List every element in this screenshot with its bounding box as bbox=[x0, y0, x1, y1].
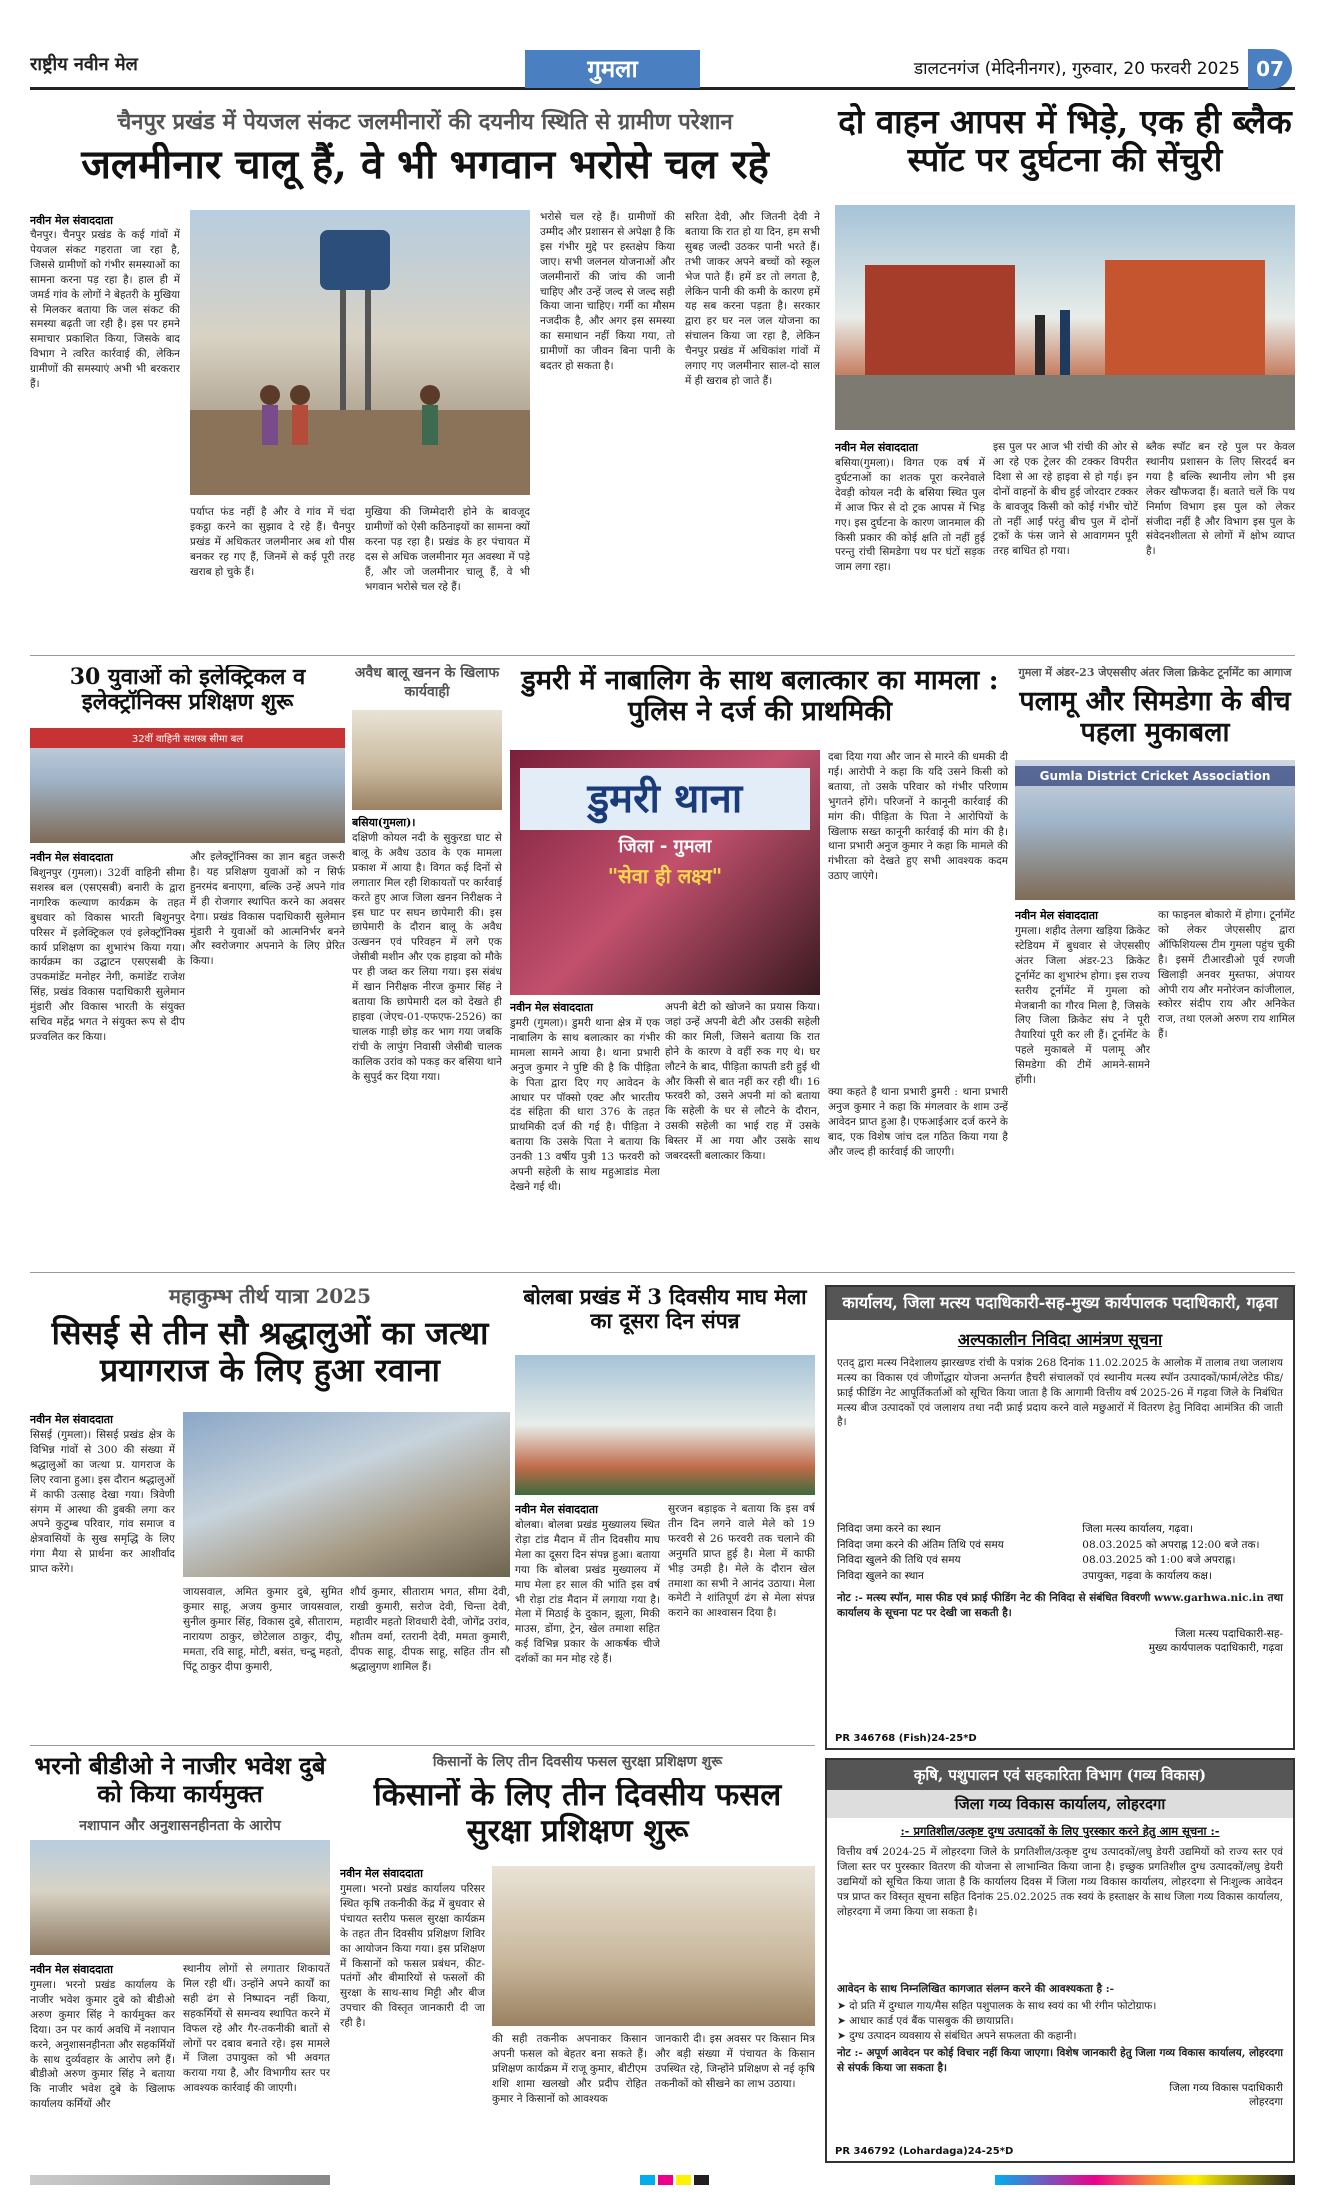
story5-col2: अपनी बेटी को खोजने का प्रयास किया। जहां उन्हें अपनी बेटी और उसकी सहेली की कार मिली, जिसने बताया कि रात होने के कारण वे वहीं रुक गए थे। घर लौटने के बाद, पीड़िता कापती डरी हुई थी और किसी से बात नहीं कर रही थी। 16 फरवरी को, उसने अपनी मां को बताया कि सहेली के घर से लौटने के दौरान, उसकी सहेली का भाई राह में उसके बिस्तर में आ गया और उसके साथ जबरदस्ती बलात्कार किया। bbox=[665, 1001, 820, 1163]
story5-col3: दबा दिया गया और जान से मारने की धमकी दी गई। आरोपी ने कहा कि यदि उसने किसी को बताया, तो उसके परिवार को गंभीर परिणाम भुगतने होंगे। परिजनों ने कानूनी कार्रवाई की मांग की। पीड़िता के पिता ने आरोपियों के खिलाफ सख्त कानूनी कार्रवाई की मांग की है। थाना प्रभारी अनुज कुमार ने कहा कि मामले की गंभीरता को देखते हुए सभी आवश्यक कदम उठाए जाएंगे। bbox=[828, 751, 1008, 883]
story6-headline[interactable]: पलामू और सिमडेगा के बीच पहला मुकाबला bbox=[1019, 686, 1291, 749]
story7-headline[interactable]: सिसई से तीन सौ श्रद्धालुओं का जत्था प्रयागराज के लिए हुआ रवाना bbox=[51, 1315, 489, 1389]
ad2-subtitle: जिला गव्य विकास कार्यालय, लोहरदगा bbox=[827, 1790, 1293, 1818]
ad2-code: PR 346792 (Lohardaga)24-25*D bbox=[835, 2146, 1014, 2157]
story8-byline: नवीन मेल संवाददाता bbox=[515, 1503, 598, 1516]
story3-headline[interactable]: 30 युवाओं को इलेक्ट्रिकल व इलेक्ट्रॉनिक्स प्रशिक्षण शुरू bbox=[69, 665, 306, 716]
divider bbox=[30, 1272, 1295, 1273]
story7-kicker: महाकुम्भ तीर्थ यात्रा 2025 bbox=[168, 1284, 372, 1308]
story1-col5: सरिता देवी, और जितनी देवी ने बताया कि रात हो या दिन, हम सभी सुबह जल्दी उठकर पानी भरते हैं। तभी जाकर अपने बच्चों को स्कूल भेज पाते हैं। हमें डर तो लगता है, लेकिन पानी की कमी के कारण हमें यह सब करना पड़ता है। सरकार द्वारा हर घर नल जल योजना का संचालन किया जा रहा है, लेकिन चैनपुर प्रखंड में अधिकांश गांवों में लगाए गए जलमीनार साल-दो साल में ही खराब हो जाते हैं। bbox=[685, 211, 820, 387]
story1-photo-water-tank bbox=[190, 210, 530, 495]
story4-byline: बसिया(गुमला)। bbox=[352, 816, 416, 829]
story2-col1: बसिया(गुमला)। विगत एक वर्ष में दुर्घटनाओं का शतक पूरा करनेवाले देवड़ी कोयल नदी के बसिया स्थित पुल में आज फिर से दो ट्रक आपस में भिड़ गए। इस दुर्घटना के कारण जानमाल की किसी प्रकार की कोई क्षति तो नहीं हुई परन्तु रांची सिमडेगा पथ पर घंटों सड़क जाम लगा रहा। bbox=[835, 457, 985, 574]
divider bbox=[30, 1745, 815, 1746]
story3-banner: 32वीं वाहिनी सशस्त्र सीमा बल bbox=[30, 728, 345, 748]
ad1-row bbox=[837, 1522, 1283, 1538]
ad1-signature-2: मुख्य कार्यपालक पदाधिकारी, गढ़वा bbox=[1148, 1641, 1283, 1654]
ad1-row-label: निविदा जमा करने का स्थान bbox=[837, 1522, 941, 1535]
story6-photo-stadium bbox=[1015, 760, 1295, 900]
ad2-signature-1: जिला गव्य विकास पदाधिकारी bbox=[1169, 2082, 1283, 2095]
ad1-row-label: निविदा जमा करने की अंतिम तिथि एवं समय bbox=[837, 1538, 1004, 1551]
story8-headline[interactable]: बोलबा प्रखंड में 3 दिवसीय माघ मेला का दूसरा दिन संपन्न bbox=[523, 1285, 807, 1334]
police-motto-label: "सेवा ही लक्ष्य" bbox=[607, 864, 723, 888]
ad1-row-label: निविदा खुलने का स्थान bbox=[837, 1570, 924, 1583]
ad2-note: नोट :- अपूर्ण आवेदन पर कोई विचार नहीं किया जाएगा। विशेष जानकारी हेतु जिला गव्य विकास कार्यालय, लोहरदगा से संपर्क किया जा सकता है। bbox=[837, 2046, 1283, 2074]
newspaper-brand[interactable]: राष्ट्रीय नवीन मेल bbox=[30, 54, 138, 75]
story4-photo-sand-mining bbox=[352, 710, 502, 810]
section-label[interactable]: गुमला bbox=[525, 50, 700, 88]
story8-col2: सुरजन बड़ाइक ने बताया कि इस वर्ष तीन दिन लगने वाले मेले को 19 फरवरी से 26 फरवरी तक चलाने की अनुमति प्राप्त हुई है। मेला में काफी भीड़ उमड़ी है। मेले के दौरान खेल तमाशा का सभी ने आनंद उठाया। मेला कमेटी ने शांतिपूर्ण ढंग से मेला संपन्न कराने का आश्वासन दिया है। bbox=[668, 1503, 815, 1620]
story5-col4: क्या कहते है थाना प्रभारी डुमरी : थाना प्रभारी अनुज कुमार ने कहा कि मंगलवार के शाम उन्हें आवेदन प्राप्त हुआ है। एफआईआर दर्ज करने के बाद, एक विशेष जांच दल गठित किया गया है और जल्द ही कार्रवाई की जाएगी। bbox=[828, 1086, 1008, 1158]
page-number: 07 bbox=[1248, 49, 1292, 89]
story7-col3: शौर्य कुमार, सीताराम भगत, सीमा देवी, राखी कुमारी, सरोज देवी, चिन्ता देवी, महावीर महतो शिवधारी देवी, जोगेंद्र उरांव, शौतम वर्मा, रतरानी देवी, ममता कुमारी, दीपक साहू, दीपक साहू, सहित तीन सौ श्रद्धालुगण शामिल हैं। bbox=[350, 1586, 510, 1673]
story1-byline: नवीन मेल संवाददाता bbox=[30, 214, 113, 227]
dateline: डालटनगंज (मेदिनीनगर), गुरुवार, 20 फरवरी 2025 bbox=[913, 59, 1240, 79]
story3-photo-training bbox=[30, 728, 345, 843]
story1-col1: चैनपुर। चैनपुर प्रखंड के कई गांवों में पेयजल संकट गहराता जा रहा है, जिससे ग्रामीणों को गंभीर समस्याओं का सामना करना पड़ रहा है। हाल ही में जमर्ड गांव के लोगों ने बेहतरी के मुखिया से मिलकर बताया कि जल संकट की समस्या बढ़ती जा रही है। इस पर हमने समाचार प्रकाशित किया, जिसके बाद विभाग ने त्वरित कार्रवाई की, लेकिन ग्रामीणों की समस्याएं अभी भी बरकरार हैं। bbox=[30, 229, 180, 391]
ad2-list-item-text: आधार कार्ड एवं बैंक पासबुक की छायाप्रति। bbox=[849, 2014, 1014, 2027]
story7-byline: नवीन मेल संवाददाता bbox=[30, 1413, 113, 1426]
story1-col3: मुखिया की जिम्मेदारी होने के बावजूद ग्रामीणों को ऐसी कठिनाइयों का सामना क्यों करना पड़ रहा है। प्रखंड के हर पंचायत में दस से अधिक जलमीनार मृत अवस्था में पड़े हैं, और जो जलमीनार चालू हैं, वे भी भगवान भरोसे चल रहे हैं। bbox=[365, 506, 530, 593]
story2-byline: नवीन मेल संवाददाता bbox=[835, 441, 918, 454]
story10-photo-farmers bbox=[492, 1866, 815, 2026]
story1-headline[interactable]: जलमीनार चालू हैं, वे भी भगवान भरोसे चल रहे bbox=[81, 142, 769, 188]
story5-byline: नवीन मेल संवाददाता bbox=[510, 1001, 593, 1014]
ad1-schedule bbox=[827, 1516, 1293, 1591]
story7-col2: जायसवाल, अमित कुमार दुबे, सुमित कुमार साहू, अजय कुमार जायसवाल, सुनील कुमार सिंह, विकास दुबे, सीताराम, नारायण ठाकुर, छोटेलाल ठाकुर, दीपू, ममता, रवि साहू, मोटी, बसंत, चन्द्रु महतो, पिंटू ठाकुर दीपा कुमारी, bbox=[183, 1586, 343, 1673]
story9-photo-office bbox=[30, 1840, 330, 1955]
ad2-list-item: ➤ दो प्रति में दुग्धाल गाय/मैस सहित पशुपालक के साथ स्वयं का भी रंगीन फोटोग्राफ। bbox=[837, 1999, 1157, 2012]
story8-photo-fair bbox=[515, 1355, 815, 1495]
story1-col2: पर्याप्त फंड नहीं है और वे गांव में चंदा इकट्ठा करने का सुझाव दे रहे हैं। चैनपुर प्रखंड में अधिकतर जलमीनार अब शो पीस बनकर रह गए हैं, जिनमें से कई पूरी तरह खराब हो चुके हैं। bbox=[190, 506, 355, 578]
story9-byline: नवीन मेल संवाददाता bbox=[30, 1963, 113, 1976]
ad1-subtitle: अल्पकालीन निविदा आमंत्रण सूचना bbox=[957, 1329, 1163, 1349]
story1-kicker: चैनपुर प्रखंड में पेयजल संकट जलमीनारों की दयनीय स्थिति से ग्रामीण परेशान bbox=[117, 109, 733, 135]
trucks-illustration bbox=[835, 205, 1295, 430]
ad1-row bbox=[837, 1553, 1283, 1569]
story10-byline: नवीन मेल संवाददाता bbox=[340, 1867, 423, 1880]
ad2-list-item-text: दुग्ध उत्पादन व्यवसाय से संबंधित अपने सफलता की कहानी। bbox=[849, 2029, 1077, 2042]
story10-headline[interactable]: किसानों के लिए तीन दिवसीय फसल सुरक्षा प्रशिक्षण शुरू bbox=[373, 1778, 782, 1849]
story1-col4: भरोसे चल रहे हैं। ग्रामीणों की उम्मीद और प्रशासन से अपेक्षा है कि इस गंभीर मुद्दे पर हस्तक्षेप किया जाए। सभी जलनल योजनाओं और जलमीनारों की जांच की जानी चाहिए और उन्हें जल्द से जल्द सही किया जाना चाहिए। गर्मी का मौसम नजदीक है, और अगर इस समस्या का समाधान नहीं किया गया, तो ग्रामीणों का जीवन बिना पानी के बदतर हो सकता है। bbox=[540, 211, 675, 373]
footer-color-bar bbox=[30, 2175, 1295, 2185]
fisheries-tender-notice[interactable] bbox=[825, 1285, 1295, 1750]
story9-col2: स्थानीय लोगों से लगातार शिकायतें मिल रही थीं। उन्होंने अपने कार्यों का सही ढंग से निष्पादन नहीं किया, सहकर्मियों से समन्वय स्थापित करने में विफल रहे और गैर-तकनीकी बातों से लोगों पर दबाव बनाते रहे। इस मामले में जिला उपायुक्त को भी अवगत कराया गया है, और विभागीय स्तर पर आवश्यक कार्रवाई की जाएगी। bbox=[183, 1963, 330, 2095]
ad1-signature-1: जिला मत्स्य पदाधिकारी-सह- bbox=[1175, 1627, 1283, 1640]
ad1-row bbox=[837, 1569, 1283, 1585]
ad1-row-value: उपायुक्त, गढ़वा के कार्यालय कक्ष। bbox=[1082, 1570, 1212, 1583]
story9-col1: गुमला। भरनो प्रखंड कार्यालय के नाजीर भवेश कुमार दुबे को बीडीओ अरुण कुमार सिंह ने कार्यमुक्त कर दिया। उन पर कार्य अवधि में नशापान करने, अनुशासनहीनता और सहकर्मियों के साथ दुर्व्यवहार के आरोप लगे हैं। बीडीओ अरुण कुमार सिंह ने बताया कि नाजीर भवेश दुबे के खिलाफ कार्यालय कर्मियों और bbox=[30, 1979, 175, 2111]
ad2-list-item-text: दो प्रति में दुग्धाल गाय/मैस सहित पशुपालक के साथ स्वयं का भी रंगीन फोटोग्राफ। bbox=[849, 1999, 1157, 2012]
story6-byline: नवीन मेल संवाददाता bbox=[1015, 909, 1098, 922]
ad2-list bbox=[827, 1999, 1293, 2044]
story4-kicker[interactable]: अवैध बालू खनन के खिलाफ कार्यवाही bbox=[354, 665, 500, 700]
ad1-note: नोट :- मत्स्य स्पॉन, मास फीड एवं फ्राई फीडिंग नेट की निविदा से संबंधित विवरणी www.garhwa.nic.in तथा कार्यालय के सूचना पट पर देखी जा सकती है। bbox=[837, 1591, 1283, 1619]
story10-kicker: किसानों के लिए तीन दिवसीय फसल सुरक्षा प्रशिक्षण शुरू bbox=[432, 1754, 723, 1770]
ad1-row-value: 08.03.2025 को अपराह्न 12:00 बजे तक। bbox=[1082, 1538, 1260, 1551]
story5-photo-police-station bbox=[510, 750, 820, 995]
story9-headline[interactable]: भरनो बीडीओ ने नाजीर भवेश दुबे को किया कार्यमुक्त bbox=[34, 1752, 326, 1808]
ad2-list-item: ➤ आधार कार्ड एवं बैंक पासबुक की छायाप्रति। bbox=[837, 2014, 1014, 2027]
story2-photo-truck-accident bbox=[835, 205, 1295, 430]
ad1-row-value: जिला मत्स्य कार्यालय, गढ़वा। bbox=[1082, 1522, 1193, 1535]
stadium-sign: Gumla District Cricket Association bbox=[1015, 766, 1295, 786]
story8-col1: बोलबा। बोलबा प्रखंड मुख्यालय स्थित रोड़ा टांड मैदान में तीन दिवसीय माघ मेला का दूसरा दिन संपन्न हुआ। बताया गया कि बोलबा प्रखंड मुख्यालय में माघ मेला हर साल की भांति इस वर्ष भी रोड़ा टांड मैदान में लगाया गया है। मेला में मिठाई के दुकान, झूला, मिकी माउस, डोंगा, ट्रेन, खेल तमाशा सहित कई विभिन्न प्रकार के आकर्षक चीजे दर्शकों का मन मोह रहे हैं। bbox=[515, 1519, 660, 1666]
water-tank-illustration bbox=[190, 210, 530, 495]
story5-col1: डुमरी (गुमला)। डुमरी थाना क्षेत्र में एक नाबालिग के साथ बलात्कार का गंभीर मामला सामने आया है। थाना प्रभारी अनुज कुमार ने पुष्टि की है कि पीड़िता के पिता द्वारा दिए गए आवेदन के आधार पर पॉक्सो एक्ट और भारतीय दंड संहिता की धारा 376 के तहत प्राथमिकी दर्ज की गई है। पीड़िता ने बताया कि उसके पिता ने बताया कि उनकी 13 वर्षीय पुत्री 13 फरवरी को अपनी सहेली के साथ महुआडांड मेला देखने गई थी। bbox=[510, 1017, 660, 1193]
story6-col1: गुमला। शहीद तेलगा खड़िया क्रिकेट स्टेडियम में बुधवार से जेएससीए अंतर जिला अंडर-23 क्रिकेट टूर्नामेंट का शुभारंभ होगा। इस राज्य स्तरीय टूर्नामेंट में गुमला को मेजबानी का गौरव मिला है, जिसके लिए जिला क्रिकेट संघ ने पूरी तैयारियां पूरी कर ली हैं। टूर्नामेंट के पहले मुकाबले में पलामू और सिमडेगा की टीमें आमने-सामने होंगी। bbox=[1015, 925, 1150, 1087]
story3-col2: और इलेक्ट्रॉनिक्स का ज्ञान बहुत जरूरी है। यह प्रशिक्षण युवाओं को न सिर्फ हुनरमंद बनाएगा, बल्कि उन्हें अपने गांव में ही रोजगार स्थापित करने का अवसर देगा। प्रखंड विकास पदाधिकारी सुलेमान मुंडारी ने युवाओं को आत्मनिर्भर बनने और स्वरोजगार अपनाने के लिए प्रेरित किया। bbox=[190, 851, 345, 968]
story3-col1: बिशुनपुर (गुमला)। 32वीं वाहिनी सीमा सशस्त्र बल (एसएसबी) बनारी के द्वारा नागरिक कल्याण कार्यक्रम के तहत बुधवार को विकास भारती बिशुनपुर परिसर में इलेक्ट्रिकल एवं इलेक्ट्रॉनिक्स कार्य प्रशिक्षण का शुभारंभ किया गया। कार्यक्रम का उद्घाटन एसएसबी के उपकमांडेंट मनोहर नेगी, कमांडेंट राजेश सिंह, प्रखंड विकास पदाधिकारी सुलेमान मुंडारी और विकास भारती के संयुक्त सचिव महेंद्र भगत ने संयुक्त रूप से दीप प्रज्वलित कर किया। bbox=[30, 867, 185, 1043]
police-station-sign: डुमरी थाना bbox=[520, 768, 810, 830]
ad2-list-item: ➤ दुग्ध उत्पादन व्यवसाय से संबंधित अपने सफलता की कहानी। bbox=[837, 2029, 1077, 2042]
ad1-row-value: 08.03.2025 को 1:00 बजे अपराह्न। bbox=[1082, 1554, 1236, 1567]
story4-text: दक्षिणी कोयल नदी के सुकुरडा घाट से बालू के अवैध उठाव के एक मामला प्रकाश में आया है। विगत कई दिनों से लगातार मिल रही शिकायतों पर कार्रवाई करते हुए आज जिला खनन निरीक्षक ने इस घाट पर सघन छापेमारी की। इस छापेमारी के दौरान बालू के अवैध उत्खनन एवं परिवहन में लगे एक जेसीबी मशीन और एक हाइवा को मौके पर ही जब्त कर लिया गया। इस संबंध में खान निरीक्षक नीरज कुमार सिंह ने बताया कि छापेमारी दल को देखते ही हाइवा (जेएच-01-एफएफ-2526) का चालक गाड़ी छोड़ कर भाग गया जबकि रांची के लापुंग निवासी जेसीबी चालक कालिक उरांव को पकड़ कर बसिया थाने के सुपुर्द कर दिया गया। bbox=[352, 832, 502, 1083]
ad2-body: वित्तीय वर्ष 2024-25 में लोहरदगा जिले के प्रगतिशील/उत्कृष्ट दुग्ध उत्पादकों/लघु डेयरी उद्यमियों को राज्य स्तर एवं जिला स्तर पर पुरस्कार वितरण की योजना से लाभान्वित किया जाना है। इच्छुक प्रगतिशील दुग्ध उत्पादकों/लघु डेयरी उद्यमियों को सूचित किया जाता है कि कार्यालय दिवस में जिला गव्य विकास कार्यालय, लोहरदगा से निःशुल्क आवेदन पत्र प्राप्त कर विस्तृत सूचना सहित दिनांक 25.02.2025 तक स्वयं के हस्ताक्षर के साथ जिला गव्य विकास कार्यालय, लोहरदगा में जमा किया जा सकता है। bbox=[837, 1846, 1283, 1918]
ad1-title: कार्यालय, जिला मत्स्य पदाधिकारी-सह-मुख्य कार्यपालक पदाधिकारी, गढ़वा bbox=[827, 1287, 1293, 1320]
dairy-award-notice[interactable] bbox=[825, 1758, 1295, 2163]
ad1-row-label: निविदा खुलने की तिथि एवं समय bbox=[837, 1554, 961, 1567]
ad1-row bbox=[837, 1538, 1283, 1554]
story10-col1: गुमला। भरनो प्रखंड कार्यालय परिसर स्थित कृषि तकनीकी केंद्र में बुधवार से पंचायत स्तरीय फसल सुरक्षा कार्यक्रम के तहत तीन दिवसीय प्रशिक्षण शिविर का आयोजन किया गया। इस प्रशिक्षण में किसानों को फसल प्रबंधन, कीट-पतंगों और बीमारियों से फसलों की सुरक्षा के साथ-साथ मिट्टी और बीज उपचार की विस्तृत जानकारी दी जा रही है। bbox=[340, 1883, 485, 2030]
police-district-label: जिला - गुमला bbox=[618, 836, 712, 857]
ad2-signature-2: लोहरदगा bbox=[1249, 2096, 1283, 2109]
story2-headline[interactable]: दो वाहन आपस में भिड़े, एक ही ब्लैक स्पॉट पर दुर्घटना की सेंचुरी bbox=[838, 103, 1292, 179]
divider bbox=[30, 655, 1295, 656]
story7-col1: सिसई (गुमला)। सिसई प्रखंड क्षेत्र के विभिन्न गांवों से 300 की संख्या में श्रद्धालुओं का जत्था प्र. यागराज के लिए रवाना हुआ। इस दौरान श्रद्धालुओं में काफी उत्साह देखा गया। त्रिवेणी संगम में आस्था की डुबकी लगा कर अपने कुटुम्ब परिवार, गांव समाज व क्षेत्रवासियों के सुख समृद्धि के लिए गंगा मैया से प्रार्थना कर आशीर्वाद प्राप्त करेंगे। bbox=[30, 1429, 175, 1576]
story2-col2: इस पुल पर आज भी रांची की ओर से आ रहे एक ट्रेलर की टक्कर विपरीत दिशा से आ रहे हाइवा से हो गई। इन दोनों वाहनों के बीच हुई जोरदार टक्कर के बावजूद किसी को कोई गंभीर चोटें तो नहीं आईं परंतु बीच पुल में दोनों ट्रकों के फंस जाने से आवागमन पूरी तरह बाधित हो गया। bbox=[993, 441, 1138, 558]
ad1-code: PR 346768 (Fish)24-25*D bbox=[835, 1733, 977, 1744]
story2-col3: ब्लैक स्पॉट बन रहे पुल पर केवल स्थानीय प्रशासन के लिए सिरदर्द बन गया है बल्कि स्थानीय लोग भी इस लेकर खौफजदा हैं। बताते चलें कि पथ निर्माण विभाग इस पुल को लेकर संजीदा नहीं है और विभाग इस पुल के संवेदनशीलता से लोगों में क्षोभ व्याप्त है। bbox=[1146, 441, 1295, 558]
story10-col3: जानकारी दी। इस अवसर पर किसान मित्र और बड़ी संख्या में पंचायत के किसान उपस्थित रहे, जिन्होंने प्रशिक्षण से नई कृषि तकनीकों को सीखने का लाभ उठाया। bbox=[655, 2033, 815, 2090]
story5-headline[interactable]: डुमरी में नाबालिग के साथ बलात्कार का मामला : पुलिस ने दर्ज की प्राथमिकी bbox=[521, 665, 999, 728]
ad2-list-heading: आवेदन के साथ निम्नलिखित कागजात संलग्न करने की आवश्यकता है :- bbox=[837, 1983, 1115, 1995]
story10-col2: की सही तकनीक अपनाकर किसान अपनी फसल को बेहतर बना सकते हैं। प्रशिक्षण कार्यक्रम में राजू कुमार, बीटीएम शशि शामा खलखो और प्रदीप रोहित कुमार ने किसानों को आवश्यक bbox=[492, 2033, 647, 2105]
story6-kicker: गुमला में अंडर-23 जेएससीए अंतर जिला क्रिकेट टूर्नामेंट का आगाज bbox=[1018, 666, 1292, 679]
story9-kicker: नशापान और अनुशासनहीनता के आरोप bbox=[79, 1818, 281, 1834]
ad1-body: एतद् द्वारा मत्स्य निदेशालय झारखण्ड रांची के पत्रांक 268 दिनांक 11.02.2025 के आलोक में तालाब तथा जलाशय मत्स्य का विकास एवं जीर्णोद्धार योजना अन्तर्गत हैचरी संचालकों एवं स्थानीय मत्स्य स्पॉन उत्पादकों/फार्म/लेटेड फीड/फ्राई फीडिंग नेट आपूर्तिकर्ताओं को सूचित किया जाता है कि आगामी वित्तीय वर्ष 2025-26 में गढ़वा जिले के निबंधित मत्स्य बीज उत्पादकों एवं जलाशय तथा नदी फ्राई प्रदाय करने वाले मछुआरों में वितरण हेतु निविदा आमंत्रित की जाती है। bbox=[837, 1356, 1283, 1429]
story6-col2: का फाइनल बोकारो में होगा। टूर्नामेंट को लेकर जेएससीए द्वारा ऑफिशियल्स टीम गुमला पहुंच चुकी है। इसमें टीआरडीओ पूर्व रणजी खिलाड़ी अनवर मुस्तफा, अंपायर ओपी राय और मनोरंजन कांजीलाल, स्कोरर संदीप राय और अनिकेत राज, तथा एलओ अरुण राय शामिल हैं। bbox=[1158, 909, 1295, 1041]
ad2-notice-title: :- प्रगतिशील/उत्कृष्ट दुग्ध उत्पादकों के लिए पुरस्कार करने हेतु आम सूचना :- bbox=[900, 1824, 1220, 1838]
story7-photo-pilgrims bbox=[183, 1412, 510, 1577]
story3-byline: नवीन मेल संवाददाता bbox=[30, 851, 113, 864]
ad2-title: कृषि, पशुपालन एवं सहकारिता विभाग (गव्य विकास) bbox=[827, 1760, 1293, 1790]
